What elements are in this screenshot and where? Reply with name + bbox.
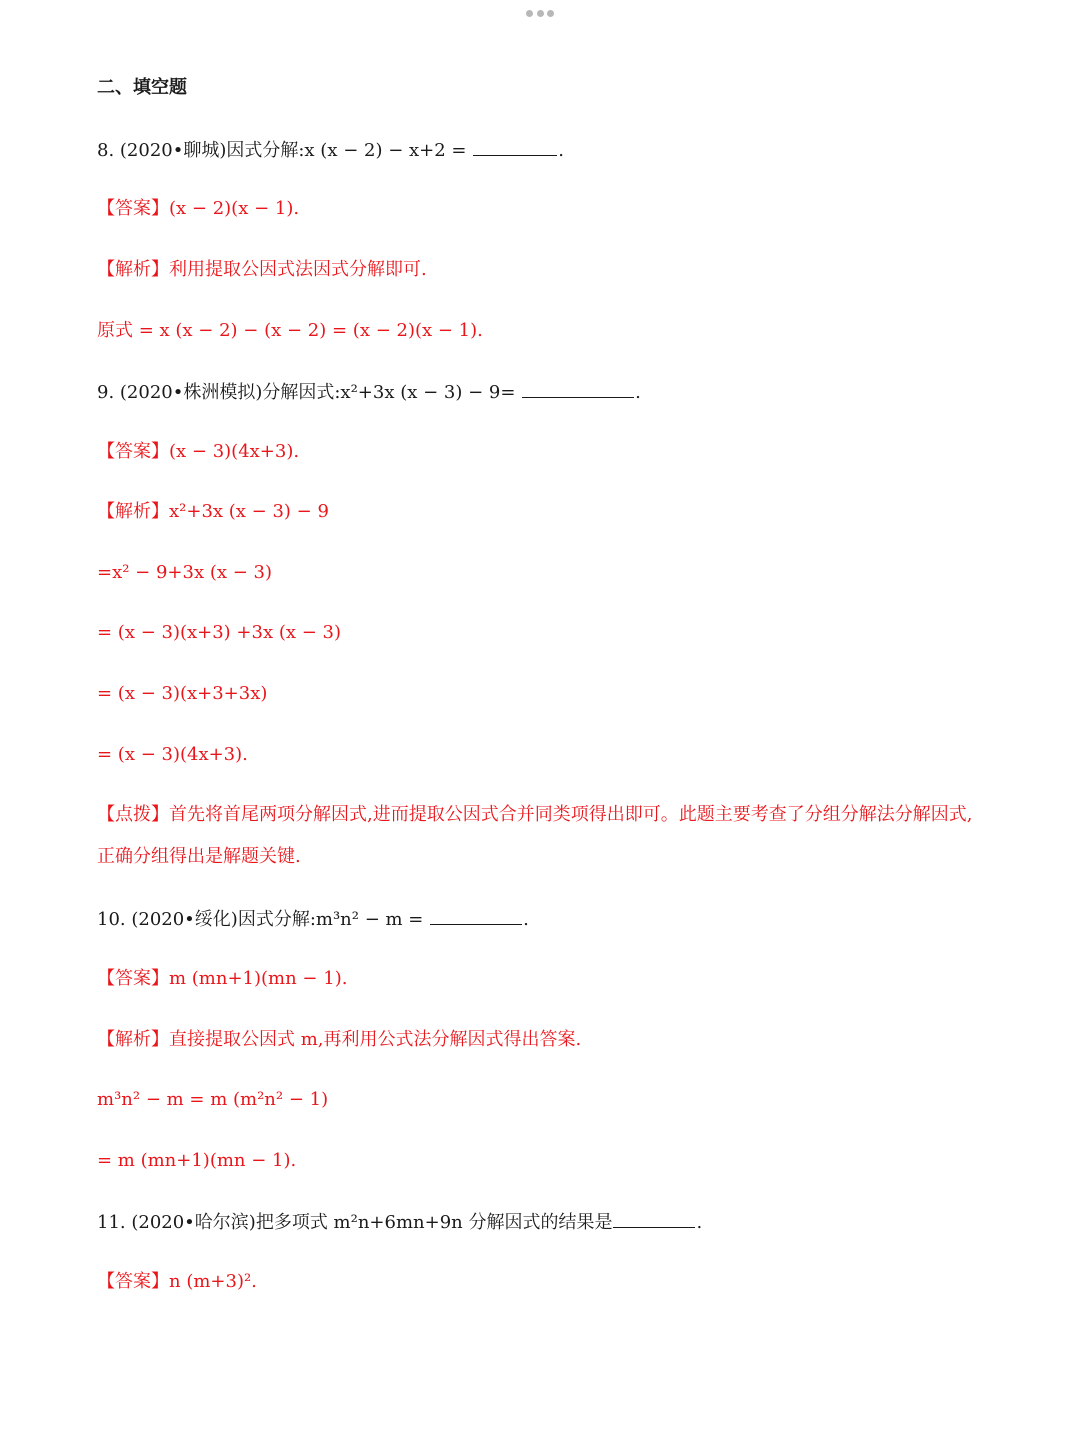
answer-blank bbox=[522, 379, 634, 398]
answer-blank bbox=[613, 1209, 695, 1228]
analysis-8: 【解析】利用提取公因式法因式分解即可. bbox=[97, 259, 427, 280]
answer-blank bbox=[430, 906, 522, 925]
answer-blank bbox=[473, 137, 557, 156]
question-text: 8. (2020•聊城)因式分解:x (x − 2) − x+2 = bbox=[97, 140, 473, 161]
question-11 bbox=[97, 1209, 702, 1235]
question-10 bbox=[97, 906, 529, 932]
answer-9: 【答案】(x − 3)(4x+3). bbox=[97, 441, 300, 462]
analysis-9: 【解析】x²+3x (x − 3) − 9 bbox=[97, 501, 329, 522]
answer-10: 【答案】m (mn+1)(mn − 1). bbox=[97, 968, 348, 989]
solution-step-2: = (x − 3)(x+3) +3x (x − 3) bbox=[97, 622, 342, 643]
solution-8: 原式 = x (x − 2) − (x − 2) = (x − 2)(x − 1). bbox=[97, 320, 483, 341]
dot bbox=[526, 10, 533, 17]
question-text: 10. (2020•绥化)因式分解:m³n² − m = bbox=[97, 909, 430, 930]
dot bbox=[537, 10, 544, 17]
solution-step-1: =x² − 9+3x (x − 3) bbox=[97, 562, 273, 583]
solution-step-2: = m (mn+1)(mn − 1). bbox=[97, 1150, 297, 1171]
question-text: 9. (2020•株洲模拟)分解因式:x²+3x (x − 3) − 9= bbox=[97, 382, 522, 403]
section-title: 二、填空题 bbox=[97, 77, 187, 98]
analysis-10: 【解析】直接提取公因式 m,再利用公式法分解因式得出答案. bbox=[97, 1029, 582, 1050]
question-8 bbox=[97, 137, 564, 163]
solution-step-3: = (x − 3)(x+3+3x) bbox=[97, 683, 268, 704]
solution-step-1: m³n² − m = m (m²n² − 1) bbox=[97, 1089, 329, 1110]
question-9 bbox=[97, 379, 641, 405]
answer-8: 【答案】(x − 2)(x − 1). bbox=[97, 198, 300, 219]
question-tail: . bbox=[558, 140, 564, 161]
more-options-icon[interactable] bbox=[526, 8, 554, 18]
question-tail: . bbox=[523, 909, 529, 930]
answer-11: 【答案】n (m+3)². bbox=[97, 1271, 257, 1292]
question-text: 11. (2020•哈尔滨)把多项式 m²n+6mn+9n 分解因式的结果是 bbox=[97, 1212, 613, 1233]
tip-9: 【点拨】首先将首尾两项分解因式,进而提取公因式合并同类项得出即可。此题主要考查了分组分解法分解因式,正确分组得出是解题关键. bbox=[97, 804, 973, 867]
question-tail: . bbox=[696, 1212, 703, 1233]
dot bbox=[547, 10, 554, 17]
question-tail: . bbox=[635, 382, 641, 403]
solution-step-4: = (x − 3)(4x+3). bbox=[97, 744, 248, 765]
